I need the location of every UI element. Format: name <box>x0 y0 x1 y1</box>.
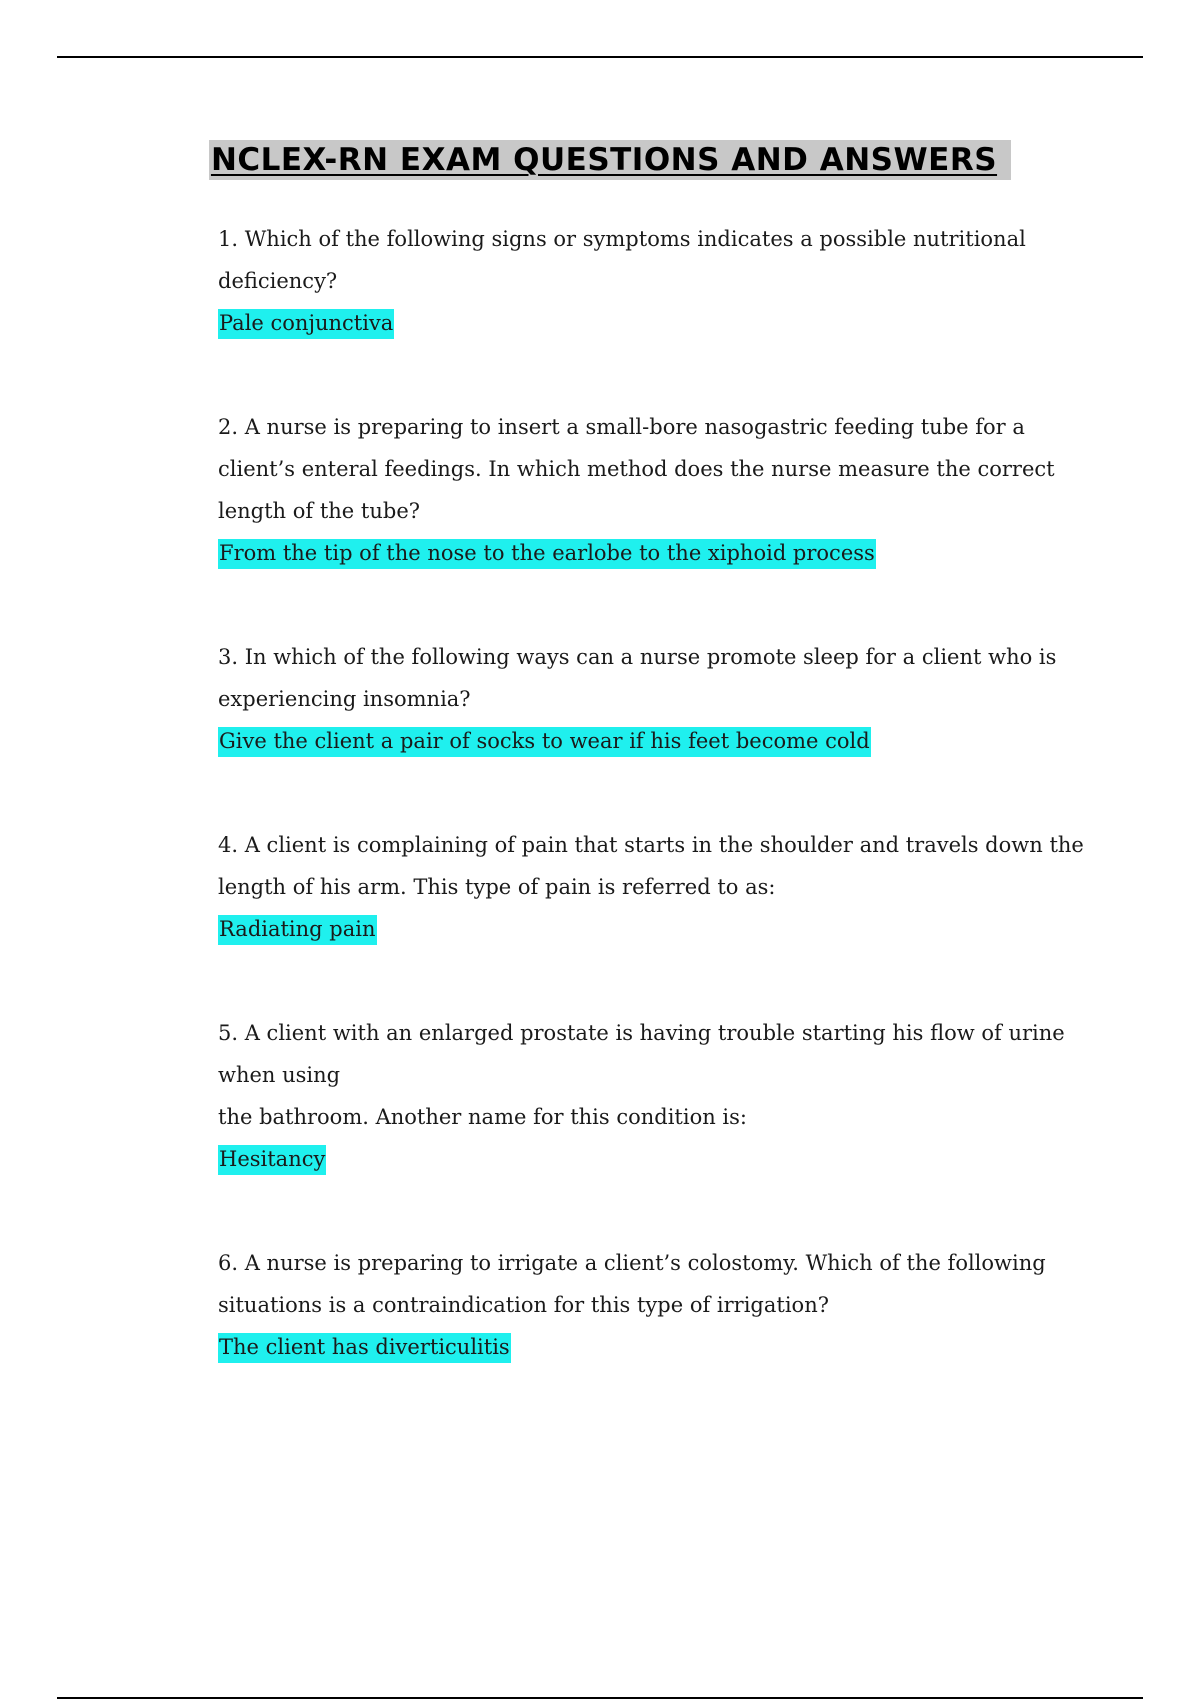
title-container <box>0 140 1200 180</box>
question-text: 6. A nurse is preparing to irrigate a client’s colostomy. Which of the following situations is a contraindication for this type of irrigation? <box>218 1251 1046 1317</box>
qa-item <box>218 1012 1098 1182</box>
answer-highlight: From the tip of the nose to the earlobe to the xiphoid process <box>218 539 876 569</box>
question-text: 4. A client is complaining of pain that starts in the shoulder and travels down the length of his arm. This type of pain is referred to as: <box>218 833 1084 899</box>
answer-highlight: Hesitancy <box>218 1145 326 1175</box>
answer-highlight: The client has diverticulitis <box>218 1333 511 1363</box>
answer-highlight: Pale conjunctiva <box>218 309 394 339</box>
qa-item <box>218 824 1098 952</box>
qa-item <box>218 218 1098 346</box>
qa-item <box>218 636 1098 764</box>
footer-rule <box>57 1697 1143 1699</box>
qa-list <box>218 218 1098 1430</box>
question-text: 2. A nurse is preparing to insert a small-bore nasogastric feeding tube for a client’s enteral feedings. In which method does the nurse measure the correct length of the tube? <box>218 415 1055 523</box>
question-text-line-1: 5. A client with an enlarged prostate is having trouble starting his flow of urine when using <box>218 1021 1065 1087</box>
qa-item <box>218 1242 1098 1370</box>
answer-highlight: Radiating pain <box>218 915 377 945</box>
answer-highlight: Give the client a pair of socks to wear if his feet become cold <box>218 727 871 757</box>
question-text-line-2: the bathroom. Another name for this condition is: <box>218 1105 747 1129</box>
header-rule <box>57 56 1143 58</box>
question-text: 3. In which of the following ways can a nurse promote sleep for a client who is experiencing insomnia? <box>218 645 1057 711</box>
qa-item <box>218 406 1098 576</box>
question-text: 1. Which of the following signs or symptoms indicates a possible nutritional deficiency? <box>218 227 1026 293</box>
document-title: NCLEX-RN EXAM QUESTIONS AND ANSWERS <box>209 140 1011 180</box>
